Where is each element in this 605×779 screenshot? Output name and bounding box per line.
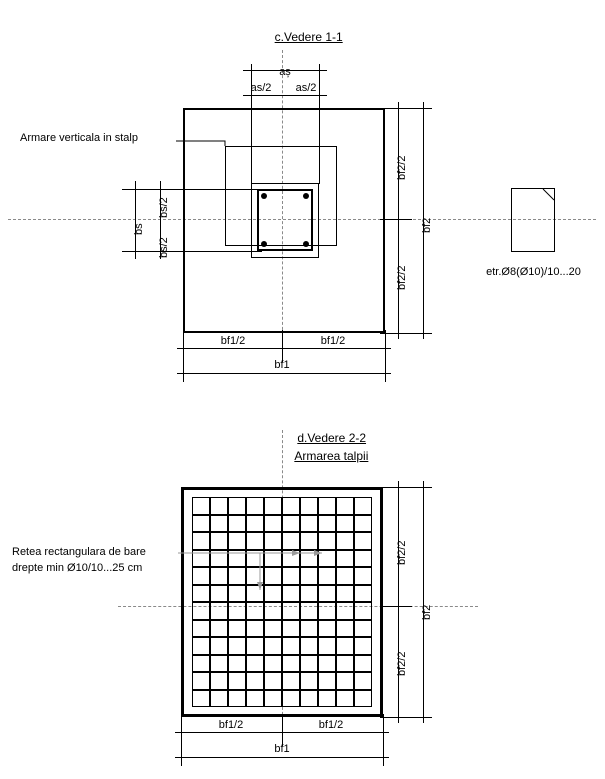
rebar-dot: [303, 241, 309, 247]
mesh-cell: [264, 585, 282, 603]
dim-label-as-half-left: as/2: [250, 82, 272, 94]
mesh-cell: [246, 585, 264, 603]
stirrup-detail-shape: [511, 188, 555, 252]
mesh-cell: [228, 602, 246, 620]
mesh-cell: [318, 515, 336, 533]
bottom-view-title-line2: [282, 435, 369, 477]
dim-line-bf1b-halves: [175, 732, 389, 733]
dim-label-bf2: bf2: [421, 217, 433, 233]
dim-ext-bf1-left: [183, 330, 184, 382]
mesh-cell: [192, 672, 210, 690]
mesh-cell: [264, 532, 282, 550]
mesh-cell: [228, 620, 246, 638]
dim-label-bs: bs: [133, 223, 145, 235]
dim-ext-bf2-mid: [380, 219, 412, 220]
mesh-cell: [210, 655, 228, 673]
annotation-column-reinforcement: Armare verticala in stalp: [20, 132, 138, 144]
bottom-view-title-text1: d.Vedere 2-2: [297, 431, 367, 445]
mesh-cell: [318, 567, 336, 585]
mesh-cell: [282, 602, 300, 620]
dim-ext-bf2b-bottom: [380, 717, 432, 718]
mesh-cell: [300, 620, 318, 638]
mesh-cell: [246, 690, 264, 708]
mesh-cell: [210, 602, 228, 620]
mesh-cell: [318, 655, 336, 673]
mesh-cell: [300, 497, 318, 515]
top-view-title-text: c.Vedere 1-1: [274, 30, 343, 44]
dim-label-bf1b: bf1: [274, 743, 290, 755]
mesh-cell: [354, 620, 372, 638]
mesh-cell: [336, 585, 354, 603]
mesh-cell: [318, 620, 336, 638]
mesh-cell: [300, 672, 318, 690]
mesh-cell: [336, 550, 354, 568]
mesh-cell: [336, 690, 354, 708]
mesh-cell: [228, 655, 246, 673]
mesh-cell: [354, 567, 372, 585]
bottom-view-title-text2: Armarea talpii: [294, 449, 369, 463]
mesh-cell: [264, 637, 282, 655]
mesh-cell: [210, 567, 228, 585]
mesh-cell: [336, 672, 354, 690]
mesh-cell: [210, 620, 228, 638]
mesh-cell: [354, 655, 372, 673]
mesh-cell: [354, 637, 372, 655]
dim-label-bf1: bf1: [274, 359, 290, 371]
mesh-cell: [192, 567, 210, 585]
stirrup-detail-label: etr.Ø8(Ø10)/10...20: [486, 266, 581, 278]
mesh-cell: [246, 567, 264, 585]
mesh-cell: [192, 515, 210, 533]
mesh-cell: [192, 655, 210, 673]
mesh-cell: [300, 637, 318, 655]
mesh-cell: [336, 655, 354, 673]
mesh-cell: [246, 550, 264, 568]
dim-line-bf2b: [423, 481, 424, 723]
mesh-cell: [318, 690, 336, 708]
mesh-cell: [282, 585, 300, 603]
mesh-cell: [228, 515, 246, 533]
dim-label-as: aș: [279, 66, 291, 78]
mesh-cell: [354, 690, 372, 708]
mesh-cell: [336, 602, 354, 620]
mesh-cell: [282, 497, 300, 515]
mesh-cell: [228, 637, 246, 655]
dim-ext-bf1b-left: [181, 714, 182, 766]
mesh-cell: [210, 497, 228, 515]
dim-ext-bf2b-top: [380, 487, 432, 488]
dim-label-bf2-half-top: bf2/2: [396, 155, 408, 180]
mesh-cell: [264, 655, 282, 673]
dim-ext-bs-top: [122, 189, 262, 190]
mesh-cell: [300, 690, 318, 708]
mesh-cell: [228, 567, 246, 585]
annotation-mesh-line1: Retea rectangulara de bare: [12, 546, 146, 558]
mesh-cell: [354, 550, 372, 568]
mesh-cell: [210, 672, 228, 690]
mesh-cell: [336, 532, 354, 550]
rebar-dot: [261, 193, 267, 199]
mesh-cell: [282, 550, 300, 568]
mesh-cell: [192, 497, 210, 515]
dim-label-bf2b-half-top: bf2/2: [396, 540, 408, 565]
dim-line-bf2b-halves: [398, 481, 399, 723]
mesh-cell: [264, 567, 282, 585]
mesh-cell: [228, 672, 246, 690]
dim-label-bs-half-bottom: bs/2: [158, 237, 170, 258]
mesh-cell: [246, 602, 264, 620]
mesh-cell: [282, 655, 300, 673]
mesh-cell: [336, 515, 354, 533]
dim-ext-bf2b-mid: [380, 606, 412, 607]
mesh-cell: [228, 497, 246, 515]
mesh-cell: [354, 532, 372, 550]
annotation-mesh-line2: drepte min Ø10/10...25 cm: [12, 562, 143, 574]
dim-ext-bf1b-mid: [282, 714, 283, 746]
dim-ext-bf2-bottom: [380, 333, 432, 334]
mesh-cell: [300, 567, 318, 585]
mesh-cell: [246, 620, 264, 638]
mesh-cell: [282, 532, 300, 550]
mesh-cell: [282, 515, 300, 533]
mesh-cell: [300, 655, 318, 673]
mesh-cell: [210, 532, 228, 550]
mesh-cell: [246, 532, 264, 550]
dim-label-bf2b: bf2: [421, 604, 433, 620]
mesh-cell: [264, 602, 282, 620]
mesh-cell: [192, 585, 210, 603]
mesh-cell: [264, 690, 282, 708]
mesh-cell: [246, 497, 264, 515]
mesh-cell: [336, 497, 354, 515]
mesh-cell: [264, 672, 282, 690]
mesh-cell: [192, 550, 210, 568]
dim-line-bf1-halves: [177, 348, 391, 349]
dim-line-bf1: [177, 373, 391, 374]
mesh-cell: [318, 672, 336, 690]
top-view-title: [261, 16, 342, 58]
mesh-cell: [318, 585, 336, 603]
mesh-cell: [318, 602, 336, 620]
mesh-cell: [246, 655, 264, 673]
mesh-cell: [210, 637, 228, 655]
mesh-cell: [300, 515, 318, 533]
mesh-cell: [318, 550, 336, 568]
dim-label-bf1-half-right: bf1/2: [320, 335, 346, 347]
dim-label-as-half-right: as/2: [295, 82, 317, 94]
dim-label-bf2-half-bottom: bf2/2: [396, 265, 408, 290]
mesh-cell: [228, 585, 246, 603]
mesh-cell: [246, 515, 264, 533]
mesh-cell: [210, 585, 228, 603]
mesh-cell: [264, 515, 282, 533]
mesh-cell: [192, 602, 210, 620]
mesh-cell: [282, 672, 300, 690]
mesh-cell: [318, 532, 336, 550]
dim-ext-bf1b-right: [383, 714, 384, 766]
dim-label-bs-half-top: bs/2: [158, 197, 170, 218]
mesh-cell: [246, 672, 264, 690]
rebar-dot: [303, 193, 309, 199]
mesh-cell: [300, 550, 318, 568]
mesh-cell: [354, 497, 372, 515]
mesh-cell: [192, 690, 210, 708]
dim-ext-bf1-right: [385, 330, 386, 382]
mesh-cell: [300, 532, 318, 550]
mesh-cell: [354, 515, 372, 533]
dim-label-bf2b-half-bottom: bf2/2: [396, 651, 408, 676]
mesh-cell: [228, 690, 246, 708]
mesh-cell: [282, 620, 300, 638]
dim-line-bs: [135, 181, 136, 259]
dim-label-bf1b-half-left: bf1/2: [218, 719, 244, 731]
mesh-cell: [282, 567, 300, 585]
mesh-cell: [354, 602, 372, 620]
mesh-cell: [336, 567, 354, 585]
mesh-cell: [336, 620, 354, 638]
mesh-cell: [228, 550, 246, 568]
dim-label-bf1b-half-right: bf1/2: [318, 719, 344, 731]
mesh-cell: [192, 637, 210, 655]
mesh-cell: [264, 620, 282, 638]
mesh-cell: [264, 497, 282, 515]
mesh-cell: [246, 637, 264, 655]
mesh-cell: [210, 690, 228, 708]
mesh-cell: [228, 532, 246, 550]
mesh-cell: [300, 585, 318, 603]
rebar-dot: [261, 241, 267, 247]
dim-label-bf1-half-left: bf1/2: [220, 335, 246, 347]
mesh-cell: [210, 515, 228, 533]
reinforcement-mesh: [192, 497, 372, 707]
mesh-cell: [192, 620, 210, 638]
mesh-cell: [282, 690, 300, 708]
mesh-cell: [318, 637, 336, 655]
mesh-cell: [300, 602, 318, 620]
mesh-cell: [354, 585, 372, 603]
mesh-cell: [192, 532, 210, 550]
dim-ext-bs-bottom: [122, 251, 262, 252]
mesh-cell: [318, 497, 336, 515]
mesh-cell: [264, 550, 282, 568]
mesh-cell: [336, 637, 354, 655]
mesh-cell: [210, 550, 228, 568]
dim-line-bf2-halves: [398, 102, 399, 339]
dim-ext-bf1-mid: [282, 330, 283, 362]
dim-line-bf1b: [175, 757, 389, 758]
dim-line-as-halves: [243, 95, 327, 96]
mesh-cell: [354, 672, 372, 690]
mesh-cell: [282, 637, 300, 655]
dim-ext-bf2-top: [380, 108, 432, 109]
